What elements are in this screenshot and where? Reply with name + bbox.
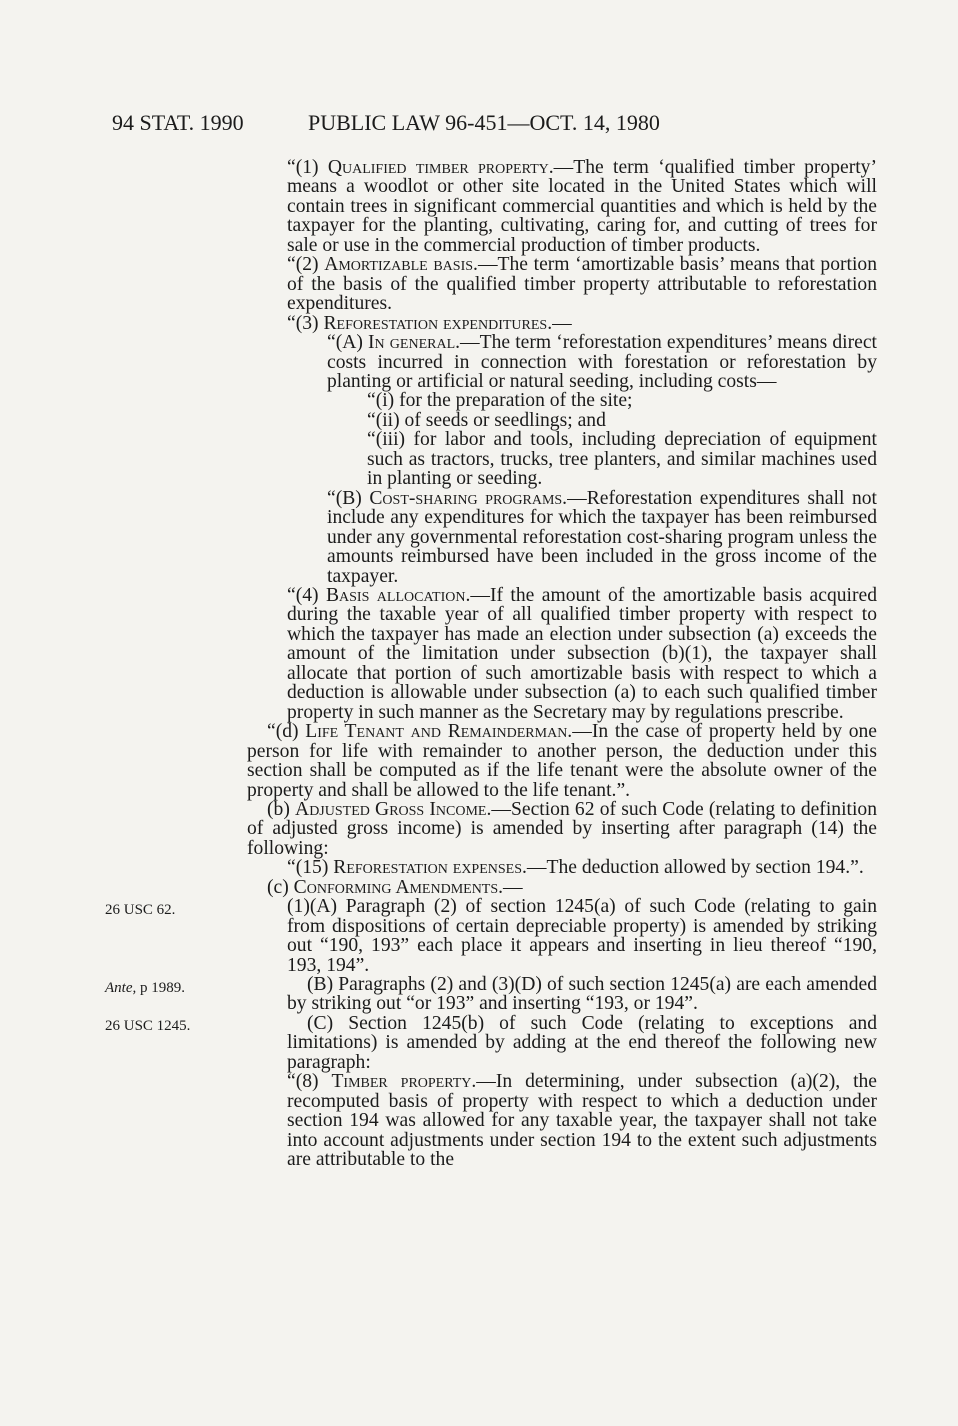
- heading-amortizable-basis: Amortizable basis.: [324, 254, 478, 276]
- paragraph-15: “(15) Reforestation expenses.—The deduction allowed by section 194.”.: [287, 857, 864, 879]
- paragraph-4: “(4) Basis allocation.—If the amount of the amortizable basis acquired during the taxable year of all qualified timber property with respect to which the taxpayer has made an election under subsection (a) exceeds the amount of the limitation under subsection (b)(1), the taxpayer shall allocate that portion of such amortizable basis with respect to which a deduction is allowable under subsection (a) to each such qualified timber property in such manner as the Secretary may by regulations prescribe.: [287, 584, 877, 723]
- paragraph-1: “(1) Qualified timber property.—The term ‘qualified timber property’ means a woodlot or other site located in the United States which will contain trees in significant commercial quantities and which is held by the taxpayer for the planting, cultivating, caring for, and cutting of trees for sale or use in the commercial production of timber products.: [287, 157, 877, 256]
- margin-note-ante: [105, 980, 185, 997]
- amendment-1A: (1)(A) Paragraph (2) of section 1245(a) of such Code (relating to gain from dispositions of certain depreciable property) is amended by striking out “190, 193” each place it appears and inserting in lieu thereof “190, 193, 194”.: [287, 896, 877, 976]
- paragraph-2: “(2) Amortizable basis.—The term ‘amortizable basis’ means that portion of the basis of the qualified timber property attributable to reforestation expenditures.: [287, 254, 877, 315]
- clause-ii: “(ii) of seeds or seedlings; and: [367, 409, 606, 431]
- heading-qualified-timber-property: Qualified timber property.: [327, 157, 554, 178]
- heading-life-tenant: Life Tenant and Remainderman.: [305, 721, 573, 743]
- paragraph-3: “(3) Reforestation expenditures.—: [287, 312, 572, 334]
- subsection-b: (b) Adjusted Gross Income.—Section 62 of such Code (relating to definition of adjusted gross income) is amended by inserting after paragraph (14) the following:: [247, 798, 877, 859]
- heading-basis-allocation: Basis allocation.: [325, 584, 471, 606]
- paragraph-8: “(8) Timber property.—In determining, under subsection (a)(2), the recomputed basis of property with respect to which a deduction under section 194 was allowed for any taxable year, the taxpayer shall not take into account adjustments under section 194 to the extent such adjustments are attributable to the: [287, 1071, 878, 1171]
- subsection-d: “(d) Life Tenant and Remainderman.—In the case of property held by one person for life with remainder to another person, the deduction under this section shall be computed as if the life tenant were the absolute owner of the property and shall be allowed to the life tenant.”.: [247, 721, 877, 801]
- heading-conforming-amendments: Conforming Amendments.: [293, 876, 504, 898]
- clause-i: “(i) for the preparation of the site;: [367, 390, 633, 412]
- heading-timber-property: Timber property.: [331, 1071, 477, 1093]
- document-body: [247, 158, 877, 1170]
- heading-reforestation-expenditures: Reforestation expenditures.: [323, 312, 553, 334]
- heading-cost-sharing-programs: Cost-sharing programs.: [369, 487, 568, 509]
- heading-in-general: In general.: [368, 332, 461, 354]
- clause-iii: “(iii) for labor and tools, including depreciation of equipment such as tractors, trucks, tree planters, and similar machines used in planting or seeding.: [367, 429, 877, 490]
- public-law-title: PUBLIC LAW 96-451—OCT. 14, 1980: [308, 110, 660, 135]
- subsection-c: (c) Conforming Amendments.—: [267, 876, 523, 898]
- heading-adjusted-gross-income: Adjusted Gross Income.: [295, 798, 492, 820]
- statute-page-number: 94 STAT. 1990: [112, 110, 244, 135]
- heading-reforestation-expenses: Reforestation expenses.: [333, 857, 527, 879]
- paragraph-3A: “(A) In general.—The term ‘reforestation expenditures’ means direct costs incurred in connection with forestation or reforestation by planting or artificial or natural seeding, including costs—: [327, 332, 877, 392]
- margin-note-usc1245: 26 USC 1245.: [105, 1018, 191, 1034]
- amendment-1C: (C) Section 1245(b) of such Code (relating to exceptions and limitations) is amended by adding at the end thereof the following new paragraph:: [287, 1012, 877, 1073]
- ante-page: p 1989.: [140, 980, 185, 996]
- amendment-1B: (B) Paragraphs (2) and (3)(D) of such section 1245(a) are each amended by striking out “or 193” and inserting “193, or 194”.: [287, 974, 877, 1015]
- margin-note-usc62: 26 USC 62.: [105, 902, 176, 918]
- paragraph-3B: “(B) Cost-sharing programs.—Reforestation expenditures shall not include any expenditures for which the taxpayer has been reimbursed under any governmental reforestation cost-sharing program unless the amounts reimbursed have been included in the gross income of the taxpayer.: [327, 487, 877, 587]
- ante-label: Ante,: [105, 980, 137, 996]
